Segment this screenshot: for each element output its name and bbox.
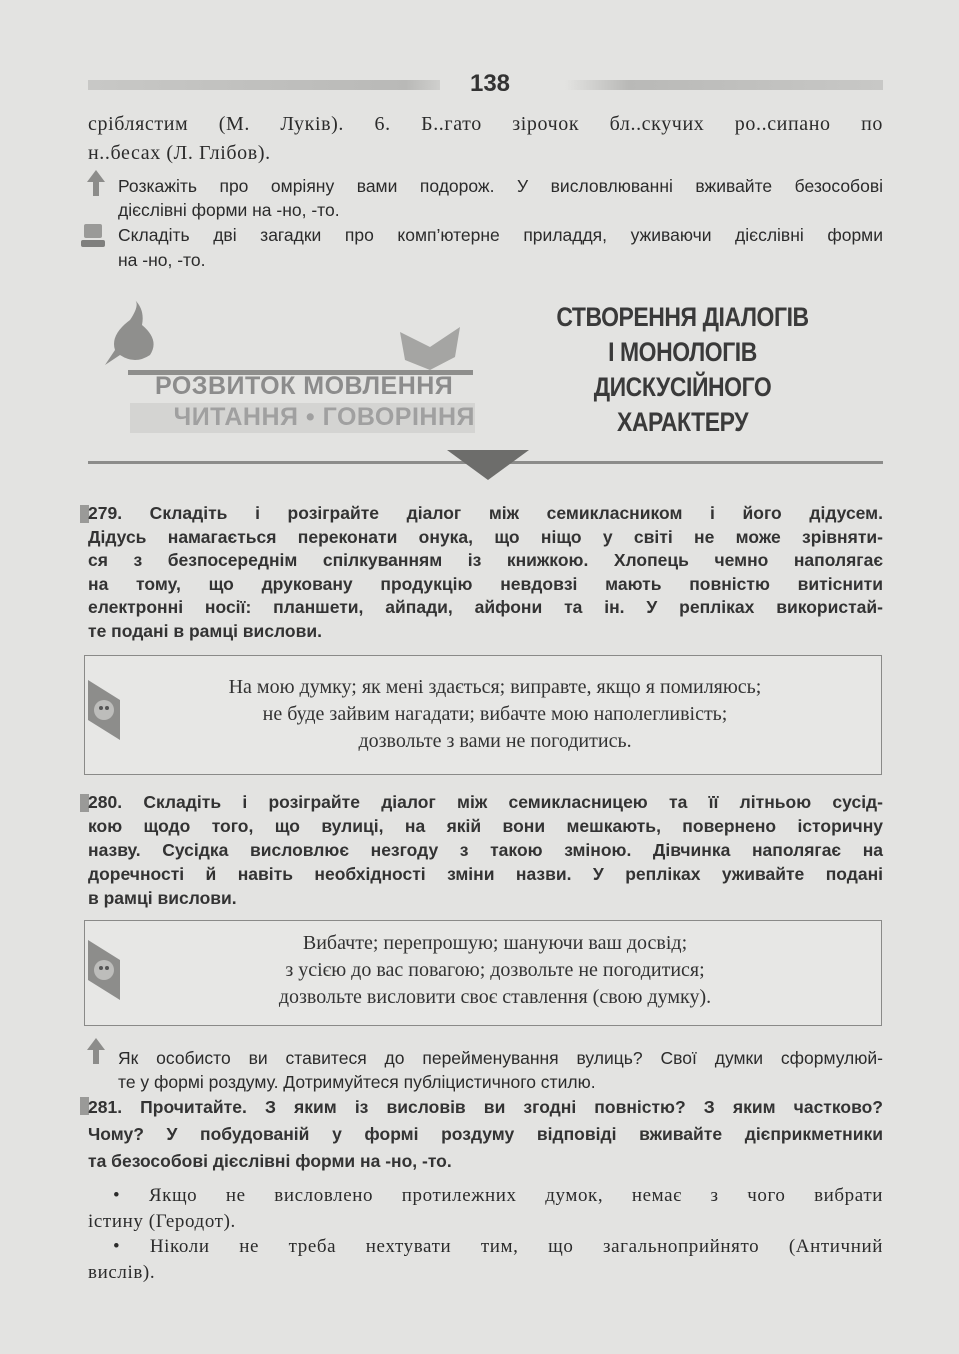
book-icon [395,322,465,372]
text-line: Чому? У побудованій у формі роздуму відповіді вживайте дієприкметники [88,1124,883,1144]
page-number: 138 [440,70,540,98]
text-line: 280. Складіть і розіграйте діалог між семикласницею та її літньою сусід- [88,792,883,812]
phrase-line: На мою думку; як мені здається; виправте, якщо я помиляюсь; [228,676,762,698]
quote-line: істину (Геродот). [88,1210,236,1232]
computer-task-icon [78,220,108,250]
speech-face-icon [86,680,122,740]
section-title [527,300,837,440]
exercise-279 [88,502,883,643]
text-line: на тому, що друковану продукцію невдовзі мають повністю витіснити [88,573,883,594]
phrases-1 [120,674,870,755]
text-line: 279. Складіть і розіграйте діалог між семикласником і його дідусем. [88,503,883,523]
exercise-281 [88,1094,883,1175]
quote-line: • Якщо не висловлено протилежних думок, немає з чого вибрати [113,1185,883,1206]
title-line: ХАРАКТЕРУ [616,407,749,437]
text-line: Складіть дві загадки про комп’ютерне приладдя, уживаючи дієслівні форми [118,225,883,245]
arrow-task-icon [84,1036,108,1066]
triangle-marker-icon [447,450,529,480]
quote-line: • Ніколи не треба нехтувати тим, що загальноприйнято (Античний [113,1236,883,1257]
title-line: І МОНОЛОГІВ [608,337,757,367]
phrase-line: дозвольте висловити своє ставлення (свою думку). [278,986,712,1008]
phrase-line: Вибачте; перепрошую; шануючи ваш досвід; [302,932,688,954]
text-line: електронні носії: планшети, айпади, айфони та ін. У репліках використай- [88,597,883,617]
arrow-task-icon [84,168,108,198]
text-line: ся з безпосереднім спілкуванням із книжкою. Хлопець чемно наполягає [88,550,883,570]
speech-face-icon [86,940,122,1000]
task-travel [118,174,883,222]
text-line: назву. Сусідка висловлює незгоду з такою зміною. Дівчинка наполягає на [88,840,883,860]
text-line: Як особисто ви ставитеся до перейменування вулиць? Свої думки сформулюй- [118,1048,883,1068]
rubric-reading-speaking: ЧИТАННЯ • ГОВОРІННЯ [130,403,475,433]
rubric-speech-development: РОЗВИТОК МОВЛЕННЯ [155,372,454,400]
text-line: сріблястим (М. Луків). 6. Б..гато зірочок бл..скучих ро..сипано по [88,113,883,135]
text-line: н..бесах (Л. Глібов). [88,142,271,164]
text-line: те у формі роздуму. Дотримуйтеся публіцистичного стилю. [118,1072,596,1092]
bird-icon [100,300,170,375]
intro-paragraph [88,110,883,168]
text-line: дієслівні форми на -но, -то. [118,200,340,220]
text-line: кою щодо того, що вулиці, на якій вони мешкають, повернено історичну [88,816,883,836]
title-line: ДИСКУСІЙНОГО [593,372,772,402]
phrase-line: не буде зайвим нагадати; вибачте мою наполегливість; [262,703,728,725]
text-line: Дідусь намагається переконати онука, що ніщо у світі не може зрівняти- [88,526,883,547]
quote-line: вислів). [88,1261,156,1283]
text-line: в рамці вислови. [88,888,237,908]
quotes [88,1183,883,1285]
text-line: те подані в рамці вислови. [88,620,323,641]
text-line: 281. Прочитайте. З яким із висловів ви згодні повністю? З яким частково? [88,1097,883,1117]
task-renaming [118,1046,883,1094]
phrase-line: дозвольте з вами не погодитись. [358,730,632,752]
text-line: на -но, -то. [118,250,206,270]
text-line: та безособові дієслівні форми на -но, -то. [88,1151,452,1171]
task-riddles [118,223,883,273]
phrases-2 [120,930,870,1011]
exercise-280 [88,790,883,910]
text-line: Розкажіть про омріяну вами подорож. У висловлюванні вживайте безособові [118,176,883,196]
phrase-line: з усією до вас повагою; дозвольте не погодитися; [285,959,705,981]
text-line: доречності й навіть необхідності зміни назви. У репліках уживайте подані [88,864,883,884]
title-line: СТВОРЕННЯ ДІАЛОГІВ [556,302,809,332]
